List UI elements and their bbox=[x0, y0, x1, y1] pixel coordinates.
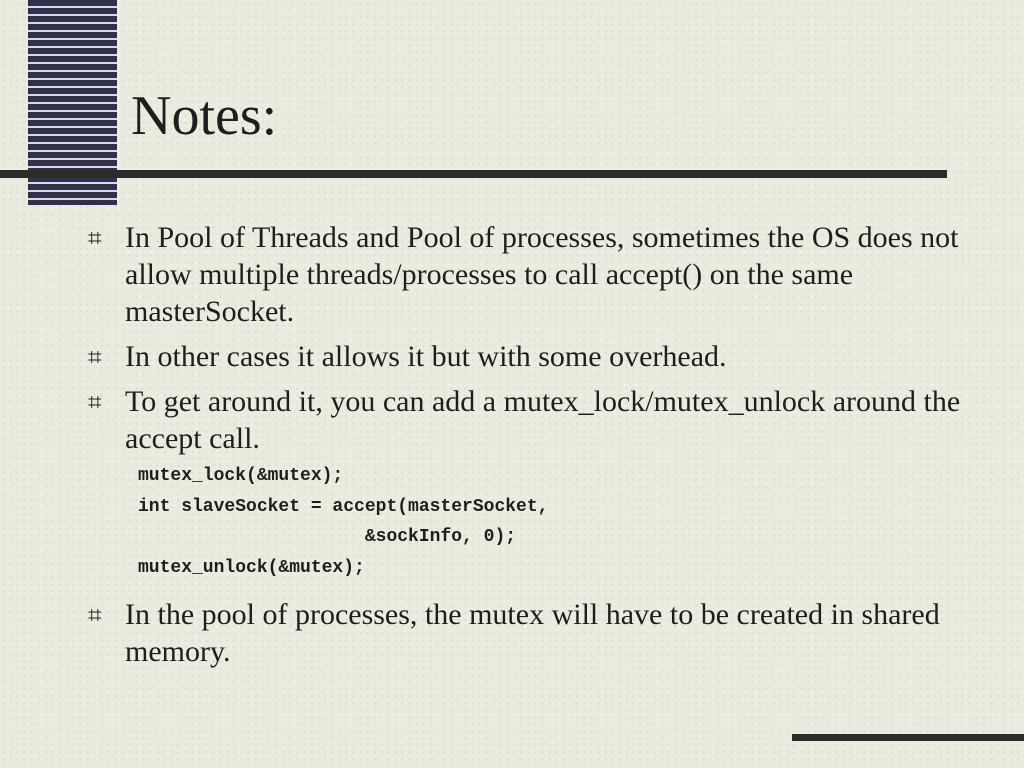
hash-bullet-icon: ⌗ bbox=[88, 343, 102, 371]
hash-bullet-icon: ⌗ bbox=[88, 601, 102, 629]
code-snippet bbox=[138, 461, 968, 583]
slide-title: Notes: bbox=[131, 85, 278, 147]
bullet-text: In Pool of Threads and Pool of processes, sometimes the OS does not allow multiple threads/processes to call accept() on the same masterSocket. bbox=[125, 221, 959, 328]
bullet-item bbox=[88, 596, 968, 670]
slide-body bbox=[88, 219, 968, 678]
hash-bullet-icon: ⌗ bbox=[88, 388, 102, 416]
hash-bullet-icon: ⌗ bbox=[88, 224, 102, 252]
bullet-text: In other cases it allows it but with some overhead. bbox=[125, 340, 727, 373]
bullet-item bbox=[88, 338, 968, 375]
code-line: int slaveSocket = accept(masterSocket, bbox=[138, 496, 549, 517]
code-line: mutex_lock(&mutex); bbox=[138, 466, 344, 486]
bullet-item bbox=[88, 219, 968, 330]
footer-divider bbox=[792, 734, 1024, 741]
bullet-text: To get around it, you can add a mutex_lock/mutex_unlock around the accept call. bbox=[125, 385, 961, 455]
bullet-item bbox=[88, 383, 968, 457]
code-line: &sockInfo, 0); bbox=[138, 527, 517, 547]
title-divider bbox=[0, 170, 947, 178]
code-line: mutex_unlock(&mutex); bbox=[138, 557, 365, 578]
bullet-text: In the pool of processes, the mutex will have to be created in shared memory. bbox=[125, 598, 940, 668]
